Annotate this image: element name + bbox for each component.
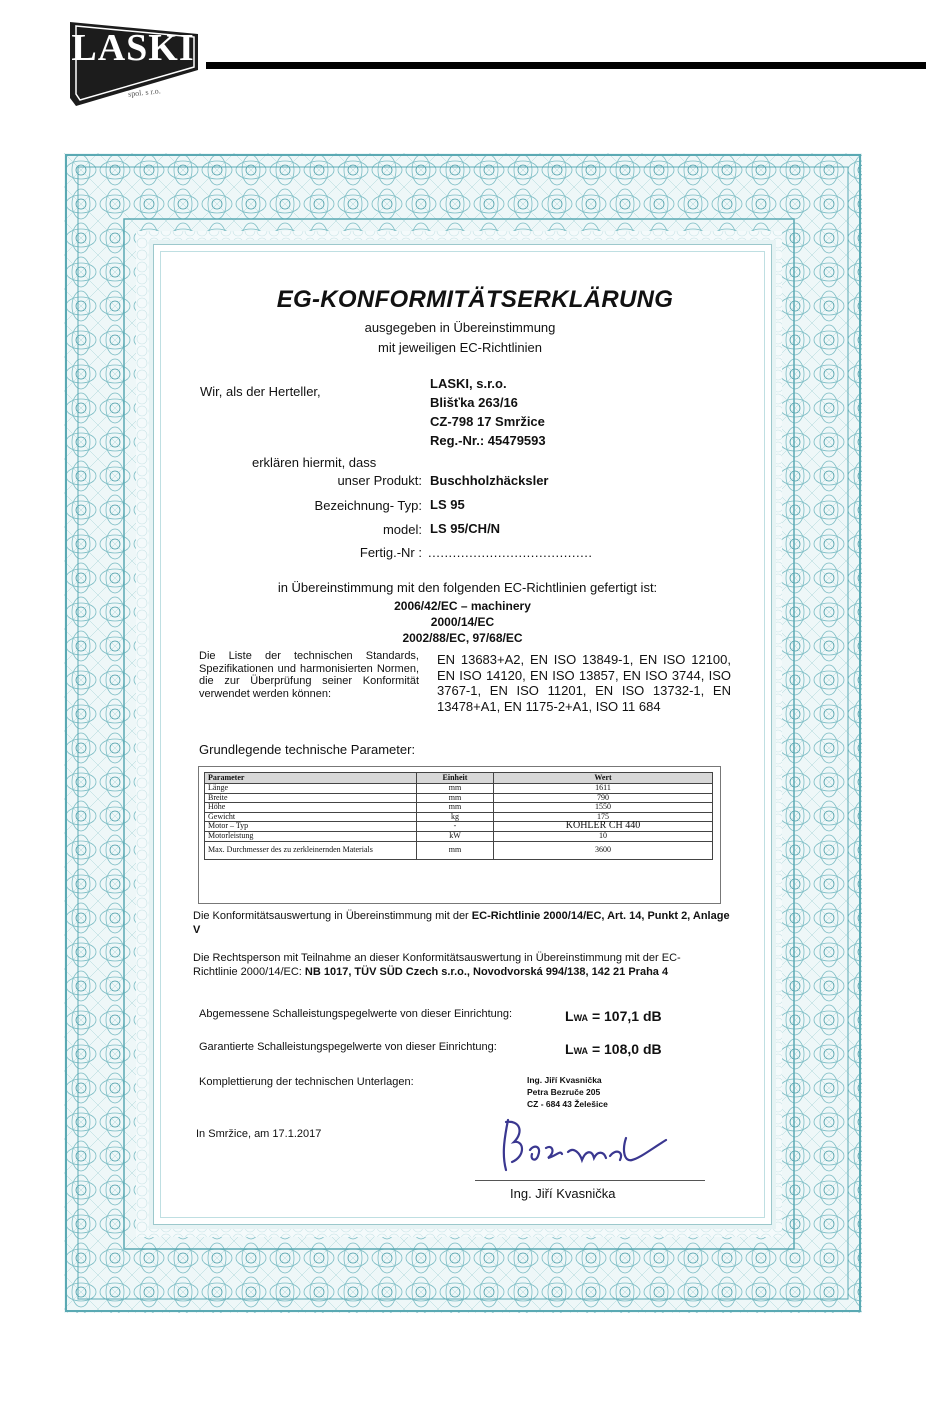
techdoc-name: Ing. Jiří Kvasnička [527,1075,602,1085]
table-row [205,841,713,859]
measured-label: Abgemessene Schalleistungspegelwerte von dieser Einrichtung: [199,1008,513,1020]
place-date: In Smržice, am 17.1.2017 [196,1128,322,1140]
params-heading: Grundlegende technische Parameter: [199,742,416,757]
guaranteed-label: Garantierte Schalleistungspegelwerte von dieser Einrichtung: [199,1041,497,1053]
serial-label: Fertig.-Nr : [359,545,422,560]
param-value: 1611 [494,784,713,794]
param-value: 175 [494,812,713,822]
assessment-paragraph [193,909,733,937]
param-unit: mm [417,803,494,813]
notified-body: NB 1017, TÜV SÜD Czech s.r.o., Novodvorská 994/138, 142 21 Praha 4 [304,966,669,978]
param-unit: - [417,822,494,832]
type-label: Bezeichnung- Typ: [314,498,422,513]
param-unit: mm [417,784,494,794]
manufacturer-label: Wir, als der Herteller, [200,384,321,399]
techdoc-city: CZ - 684 43 Želešice [527,1099,608,1109]
param-unit: mm [417,841,494,859]
logo-text: LASKI [71,27,195,69]
header-parameter: Parameter [205,773,417,784]
param-name: Gewicht [205,812,417,822]
param-name: Motor – Typ [205,822,417,832]
model-value: LS 95/CH/N [430,521,501,536]
handwritten-signature [490,1110,680,1180]
param-name: Länge [205,784,417,794]
table-row [205,831,713,841]
param-value: 1550 [494,803,713,813]
declare-label: erklären hiermit, dass [252,455,377,470]
params-header-row [205,773,713,784]
certificate-title: EG-KONFORMITÄTSERKLÄRUNG [276,286,674,313]
param-unit: mm [417,793,494,803]
logo-subtitle: spol. s r.o. [127,86,162,99]
params-table [204,772,713,860]
model-label: model: [382,522,422,537]
standards-label: Die Liste der technischen Standards, Spezifikationen und harmonisierten Normen, die zur Überprüfung seiner Konformität verwendet werden können: [199,650,419,700]
manufacturer-name: LASKI, s.r.o. [430,376,507,391]
laski-logo [66,12,200,106]
product-value: Buschholzhäcksler [430,473,549,488]
table-row [205,784,713,794]
header-value: Wert [494,773,713,784]
notified-body-paragraph [193,951,698,979]
techdoc-street: Petra Bezruče 205 [527,1087,601,1097]
header-rule [206,62,926,69]
param-value: 10 [494,831,713,841]
param-value: KOHLER CH 440 [494,822,713,832]
product-label: unser Produkt: [337,473,422,488]
signatory-name: Ing. Jiří Kvasnička [510,1186,616,1201]
directive-machinery: 2006/42/EC – machinery [394,599,531,613]
notified-text: Die Rechtsperson mit Teilnahme an dieser Konformitätsauswertung in Übereinstimmung mit der EC-Richtlinie 2000/14/EC: [193,952,681,978]
param-name: Motorleistung [205,831,417,841]
directive-noise: 2000/14/EC [430,615,495,629]
param-unit: kg [417,812,494,822]
param-name: Breite [205,793,417,803]
table-row [205,803,713,813]
standards-list: EN 13683+A2, EN ISO 13849-1, EN ISO 12100, EN ISO 14120, EN ISO 13857, EN ISO 3744, ISO 3767-1, EN ISO 11201, EN ISO 13732-1, EN 13478+A1, EN 1175-2+A1, ISO 11 684 [437,652,731,714]
subtitle-line-2: mit jeweiligen EC-Richtlinien [377,340,542,355]
techdoc-label: Komplettierung der technischen Unterlagen: [199,1076,414,1088]
manufacturer-city: CZ-798 17 Smržice [430,414,545,429]
guaranteed-lwa: LWA = 108,0 dB [565,1041,662,1057]
measured-lwa: LWA = 107,1 dB [565,1008,662,1024]
assessment-text: Die Konformitätsauswertung in Übereinstimmung mit der [193,910,469,922]
subtitle-line-1: ausgegeben in Übereinstimmung [364,320,556,335]
type-value: LS 95 [430,497,465,512]
param-unit: kW [417,831,494,841]
serial-value: ........................................ [428,545,593,560]
header-unit: Einheit [417,773,494,784]
manufacturer-street: Blišťka 263/16 [430,395,518,410]
manufacturer-reg: Reg.-Nr.: 45479593 [430,433,546,448]
param-value: 790 [494,793,713,803]
signature-line [475,1180,705,1181]
param-name: Max. Durchmesser des zu zerkleinernden Materials [205,841,417,859]
directive-emissions: 2002/88/EC, 97/68/EC [402,631,523,645]
assessment-directive: EC-Richtlinie 2000/14/EC, Art. 14, Punkt 2, Anlage V [193,910,730,936]
param-name: Höhe [205,803,417,813]
directives-intro: in Übereinstimmung mit den folgenden EC-Richtlinien gefertigt ist: [277,580,658,595]
param-value: 3600 [494,841,713,859]
